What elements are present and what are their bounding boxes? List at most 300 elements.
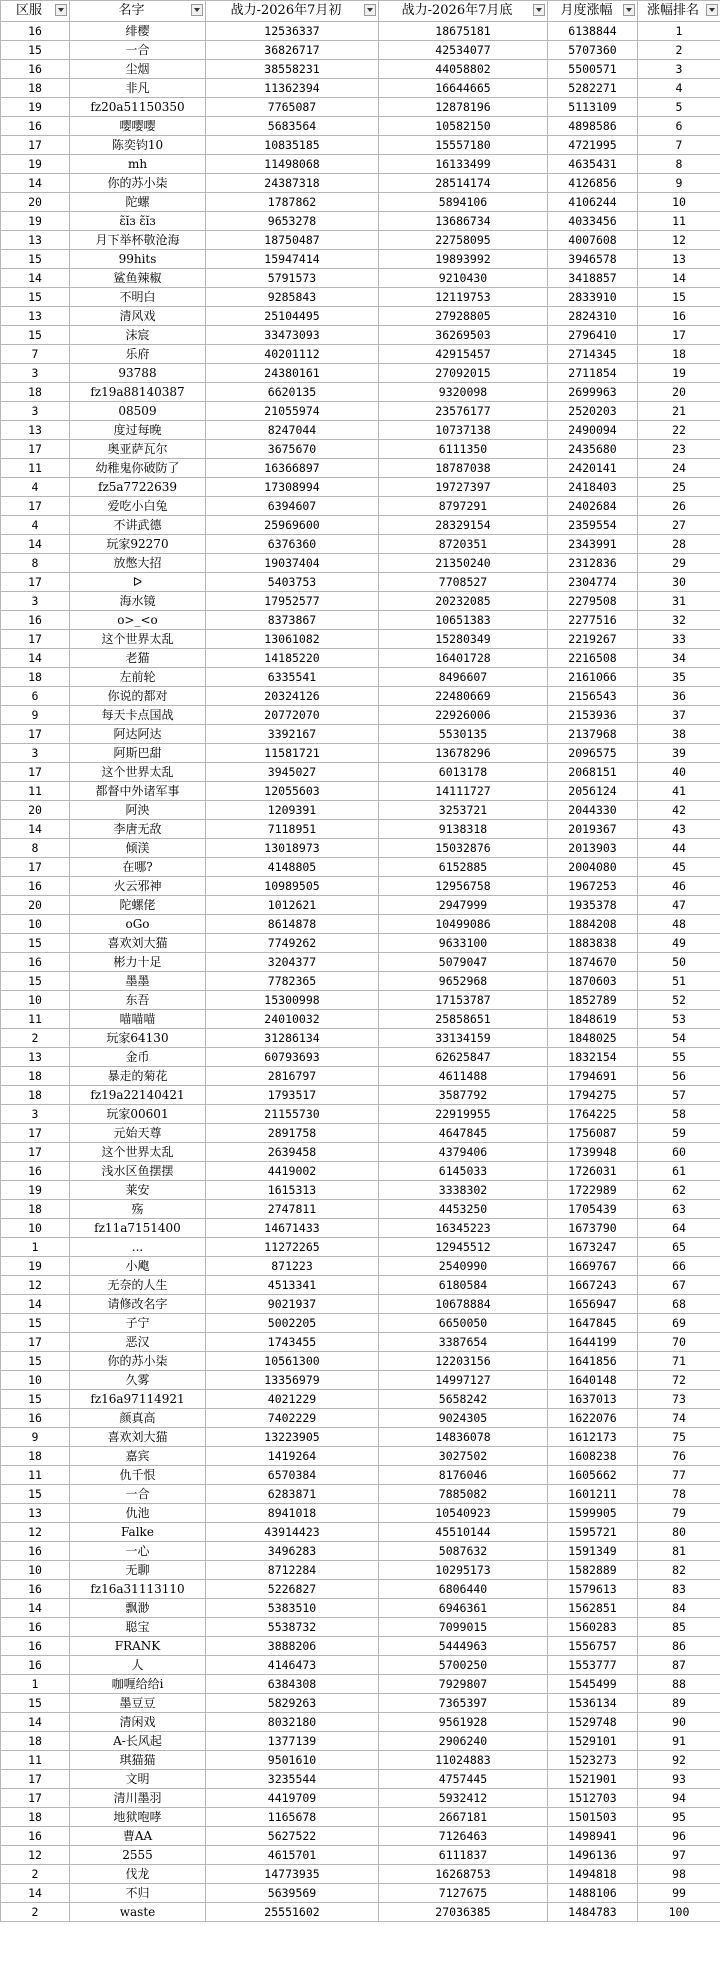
cell-server[interactable]: 3 bbox=[1, 364, 70, 383]
cell-power-start[interactable]: 7118951 bbox=[206, 820, 379, 839]
cell-monthly-gain[interactable]: 1595721 bbox=[548, 1523, 638, 1542]
cell-name[interactable]: 金币 bbox=[70, 1048, 206, 1067]
cell-monthly-gain[interactable]: 2219267 bbox=[548, 630, 638, 649]
cell-power-start[interactable]: 6335541 bbox=[206, 668, 379, 687]
cell-gain-rank[interactable]: 1 bbox=[638, 22, 720, 41]
cell-name[interactable]: 飘渺 bbox=[70, 1599, 206, 1618]
cell-monthly-gain[interactable]: 2013903 bbox=[548, 839, 638, 858]
cell-server[interactable]: 19 bbox=[1, 98, 70, 117]
cell-monthly-gain[interactable]: 1582889 bbox=[548, 1561, 638, 1580]
cell-name[interactable]: 一心 bbox=[70, 1542, 206, 1561]
cell-power-end[interactable]: 4379406 bbox=[379, 1143, 548, 1162]
cell-monthly-gain[interactable]: 2711854 bbox=[548, 364, 638, 383]
cell-power-end[interactable]: 17153787 bbox=[379, 991, 548, 1010]
cell-power-start[interactable]: 21055974 bbox=[206, 402, 379, 421]
cell-power-end[interactable]: 6806440 bbox=[379, 1580, 548, 1599]
cell-power-start[interactable]: 1377139 bbox=[206, 1732, 379, 1751]
cell-gain-rank[interactable]: 2 bbox=[638, 41, 720, 60]
cell-monthly-gain[interactable]: 2068151 bbox=[548, 763, 638, 782]
cell-gain-rank[interactable]: 90 bbox=[638, 1713, 720, 1732]
cell-server[interactable]: 14 bbox=[1, 174, 70, 193]
cell-power-start[interactable]: 6394607 bbox=[206, 497, 379, 516]
cell-gain-rank[interactable]: 38 bbox=[638, 725, 720, 744]
cell-power-end[interactable]: 16268753 bbox=[379, 1865, 548, 1884]
cell-name[interactable]: 陀螺 bbox=[70, 193, 206, 212]
cell-name[interactable]: 咖喱给给i bbox=[70, 1675, 206, 1694]
cell-monthly-gain[interactable]: 2420141 bbox=[548, 459, 638, 478]
cell-power-end[interactable]: 12203156 bbox=[379, 1352, 548, 1371]
cell-server[interactable]: 3 bbox=[1, 744, 70, 763]
cell-gain-rank[interactable]: 11 bbox=[638, 212, 720, 231]
cell-name[interactable]: 这个世界太乱 bbox=[70, 763, 206, 782]
cell-name[interactable]: 在哪? bbox=[70, 858, 206, 877]
cell-server[interactable]: 10 bbox=[1, 1219, 70, 1238]
cell-monthly-gain[interactable]: 1496136 bbox=[548, 1846, 638, 1865]
cell-gain-rank[interactable]: 59 bbox=[638, 1124, 720, 1143]
cell-monthly-gain[interactable]: 1870603 bbox=[548, 972, 638, 991]
cell-server[interactable]: 10 bbox=[1, 915, 70, 934]
cell-gain-rank[interactable]: 36 bbox=[638, 687, 720, 706]
cell-monthly-gain[interactable]: 2796410 bbox=[548, 326, 638, 345]
cell-gain-rank[interactable]: 77 bbox=[638, 1466, 720, 1485]
cell-power-start[interactable]: 14671433 bbox=[206, 1219, 379, 1238]
cell-monthly-gain[interactable]: 2435680 bbox=[548, 440, 638, 459]
cell-power-end[interactable]: 22919955 bbox=[379, 1105, 548, 1124]
cell-name[interactable]: 喜欢刘大猫 bbox=[70, 934, 206, 953]
cell-power-start[interactable]: 5683564 bbox=[206, 117, 379, 136]
cell-name[interactable]: 阿达阿达 bbox=[70, 725, 206, 744]
cell-gain-rank[interactable]: 66 bbox=[638, 1257, 720, 1276]
cell-power-end[interactable]: 5658242 bbox=[379, 1390, 548, 1409]
cell-server[interactable]: 15 bbox=[1, 41, 70, 60]
cell-power-start[interactable]: 4148805 bbox=[206, 858, 379, 877]
cell-power-start[interactable]: 8941018 bbox=[206, 1504, 379, 1523]
cell-power-start[interactable]: 11498068 bbox=[206, 155, 379, 174]
cell-monthly-gain[interactable]: 1556757 bbox=[548, 1637, 638, 1656]
cell-server[interactable]: 16 bbox=[1, 1409, 70, 1428]
cell-server[interactable]: 19 bbox=[1, 155, 70, 174]
cell-name[interactable]: oGo bbox=[70, 915, 206, 934]
cell-monthly-gain[interactable]: 1562851 bbox=[548, 1599, 638, 1618]
cell-gain-rank[interactable]: 88 bbox=[638, 1675, 720, 1694]
cell-power-start[interactable]: 7765087 bbox=[206, 98, 379, 117]
cell-monthly-gain[interactable]: 2520203 bbox=[548, 402, 638, 421]
cell-power-end[interactable]: 12119753 bbox=[379, 288, 548, 307]
cell-monthly-gain[interactable]: 2304774 bbox=[548, 573, 638, 592]
cell-name[interactable]: 都督中外诸军事 bbox=[70, 782, 206, 801]
cell-name[interactable]: 每天卡点国战 bbox=[70, 706, 206, 725]
column-header-monthly-gain[interactable] bbox=[548, 1, 638, 22]
cell-server[interactable]: 14 bbox=[1, 1884, 70, 1903]
cell-server[interactable]: 19 bbox=[1, 212, 70, 231]
cell-power-start[interactable]: 24380161 bbox=[206, 364, 379, 383]
cell-server[interactable]: 11 bbox=[1, 459, 70, 478]
cell-name[interactable]: FRANK bbox=[70, 1637, 206, 1656]
cell-name[interactable]: 老猫 bbox=[70, 649, 206, 668]
cell-name[interactable]: 莱安 bbox=[70, 1181, 206, 1200]
cell-monthly-gain[interactable]: 1967253 bbox=[548, 877, 638, 896]
cell-name[interactable]: 清闲戏 bbox=[70, 1713, 206, 1732]
cell-server[interactable]: 17 bbox=[1, 1770, 70, 1789]
cell-power-end[interactable]: 5530135 bbox=[379, 725, 548, 744]
cell-power-start[interactable]: 14185220 bbox=[206, 649, 379, 668]
cell-server[interactable]: 15 bbox=[1, 1390, 70, 1409]
column-header-gain-rank[interactable] bbox=[638, 1, 720, 22]
cell-name[interactable]: 玩家92270 bbox=[70, 535, 206, 554]
cell-monthly-gain[interactable]: 2833910 bbox=[548, 288, 638, 307]
cell-name[interactable]: 玩家00601 bbox=[70, 1105, 206, 1124]
cell-monthly-gain[interactable]: 1673790 bbox=[548, 1219, 638, 1238]
cell-server[interactable]: 16 bbox=[1, 611, 70, 630]
cell-gain-rank[interactable]: 14 bbox=[638, 269, 720, 288]
cell-server[interactable]: 16 bbox=[1, 1162, 70, 1181]
cell-server[interactable]: 11 bbox=[1, 1466, 70, 1485]
cell-name[interactable]: 月下举杯敬沧海 bbox=[70, 231, 206, 250]
filter-dropdown-icon[interactable] bbox=[623, 4, 635, 16]
cell-server[interactable]: 17 bbox=[1, 630, 70, 649]
cell-power-start[interactable]: 4419002 bbox=[206, 1162, 379, 1181]
cell-power-start[interactable]: 15300998 bbox=[206, 991, 379, 1010]
cell-power-end[interactable]: 9561928 bbox=[379, 1713, 548, 1732]
cell-power-end[interactable]: 9210430 bbox=[379, 269, 548, 288]
cell-power-start[interactable]: 1615313 bbox=[206, 1181, 379, 1200]
cell-power-start[interactable]: 1209391 bbox=[206, 801, 379, 820]
cell-gain-rank[interactable]: 65 bbox=[638, 1238, 720, 1257]
cell-server[interactable]: 18 bbox=[1, 1067, 70, 1086]
cell-power-start[interactable]: 1012621 bbox=[206, 896, 379, 915]
cell-power-start[interactable]: 3945027 bbox=[206, 763, 379, 782]
cell-power-start[interactable]: 8032180 bbox=[206, 1713, 379, 1732]
cell-power-start[interactable]: 24010032 bbox=[206, 1010, 379, 1029]
cell-gain-rank[interactable]: 8 bbox=[638, 155, 720, 174]
cell-name[interactable]: 嘤嘤嘤 bbox=[70, 117, 206, 136]
cell-power-end[interactable]: 3338302 bbox=[379, 1181, 548, 1200]
cell-monthly-gain[interactable]: 2402684 bbox=[548, 497, 638, 516]
cell-power-end[interactable]: 2540990 bbox=[379, 1257, 548, 1276]
cell-server[interactable]: 10 bbox=[1, 1561, 70, 1580]
cell-power-start[interactable]: 871223 bbox=[206, 1257, 379, 1276]
cell-monthly-gain[interactable]: 4721995 bbox=[548, 136, 638, 155]
cell-power-end[interactable]: 9633100 bbox=[379, 934, 548, 953]
cell-power-end[interactable]: 10295173 bbox=[379, 1561, 548, 1580]
cell-power-start[interactable]: 5639569 bbox=[206, 1884, 379, 1903]
cell-power-end[interactable]: 21350240 bbox=[379, 554, 548, 573]
cell-power-start[interactable]: 5627522 bbox=[206, 1827, 379, 1846]
cell-name[interactable]: ... bbox=[70, 1238, 206, 1257]
cell-name[interactable]: o>_<o bbox=[70, 611, 206, 630]
cell-power-end[interactable]: 16401728 bbox=[379, 649, 548, 668]
cell-name[interactable]: 墨豆豆 bbox=[70, 1694, 206, 1713]
cell-gain-rank[interactable]: 54 bbox=[638, 1029, 720, 1048]
cell-power-end[interactable]: 8176046 bbox=[379, 1466, 548, 1485]
cell-power-start[interactable]: 3888206 bbox=[206, 1637, 379, 1656]
cell-server[interactable]: 15 bbox=[1, 288, 70, 307]
cell-monthly-gain[interactable]: 2277516 bbox=[548, 611, 638, 630]
cell-name[interactable]: 非凡 bbox=[70, 79, 206, 98]
cell-power-start[interactable]: 11581721 bbox=[206, 744, 379, 763]
cell-monthly-gain[interactable]: 1640148 bbox=[548, 1371, 638, 1390]
cell-power-start[interactable]: 3392167 bbox=[206, 725, 379, 744]
cell-power-end[interactable]: 6013178 bbox=[379, 763, 548, 782]
cell-gain-rank[interactable]: 78 bbox=[638, 1485, 720, 1504]
cell-server[interactable]: 3 bbox=[1, 402, 70, 421]
cell-name[interactable]: 李唐无敌 bbox=[70, 820, 206, 839]
cell-power-start[interactable]: 4615701 bbox=[206, 1846, 379, 1865]
cell-monthly-gain[interactable]: 2312836 bbox=[548, 554, 638, 573]
cell-name[interactable]: 陀螺佬 bbox=[70, 896, 206, 915]
cell-monthly-gain[interactable]: 1848619 bbox=[548, 1010, 638, 1029]
cell-power-end[interactable]: 8720351 bbox=[379, 535, 548, 554]
cell-gain-rank[interactable]: 57 bbox=[638, 1086, 720, 1105]
cell-power-end[interactable]: 45510144 bbox=[379, 1523, 548, 1542]
cell-server[interactable]: 16 bbox=[1, 1827, 70, 1846]
cell-power-end[interactable]: 10678884 bbox=[379, 1295, 548, 1314]
cell-monthly-gain[interactable]: 1705439 bbox=[548, 1200, 638, 1219]
cell-name[interactable]: 仇池 bbox=[70, 1504, 206, 1523]
cell-server[interactable]: 8 bbox=[1, 839, 70, 858]
cell-power-end[interactable]: 5700250 bbox=[379, 1656, 548, 1675]
cell-power-end[interactable]: 15032876 bbox=[379, 839, 548, 858]
cell-name[interactable]: Falke bbox=[70, 1523, 206, 1542]
cell-monthly-gain[interactable]: 1644199 bbox=[548, 1333, 638, 1352]
cell-gain-rank[interactable]: 33 bbox=[638, 630, 720, 649]
cell-monthly-gain[interactable]: 4033456 bbox=[548, 212, 638, 231]
cell-monthly-gain[interactable]: 1739948 bbox=[548, 1143, 638, 1162]
cell-monthly-gain[interactable]: 1599905 bbox=[548, 1504, 638, 1523]
cell-name[interactable]: 阿泱 bbox=[70, 801, 206, 820]
cell-gain-rank[interactable]: 40 bbox=[638, 763, 720, 782]
cell-power-end[interactable]: 6111350 bbox=[379, 440, 548, 459]
cell-monthly-gain[interactable]: 1673247 bbox=[548, 1238, 638, 1257]
cell-power-end[interactable]: 18787038 bbox=[379, 459, 548, 478]
cell-power-end[interactable]: 6180584 bbox=[379, 1276, 548, 1295]
cell-name[interactable]: fz16a97114921 bbox=[70, 1390, 206, 1409]
cell-monthly-gain[interactable]: 1852789 bbox=[548, 991, 638, 1010]
cell-gain-rank[interactable]: 55 bbox=[638, 1048, 720, 1067]
cell-name[interactable]: 仇千恨 bbox=[70, 1466, 206, 1485]
cell-power-end[interactable]: 5079047 bbox=[379, 953, 548, 972]
cell-name[interactable]: ɛ̃ĭɜ ɛ̃ĭɜ bbox=[70, 212, 206, 231]
cell-power-start[interactable]: 5002205 bbox=[206, 1314, 379, 1333]
cell-power-start[interactable]: 17952577 bbox=[206, 592, 379, 611]
cell-gain-rank[interactable]: 30 bbox=[638, 573, 720, 592]
cell-server[interactable]: 17 bbox=[1, 440, 70, 459]
cell-monthly-gain[interactable]: 1794691 bbox=[548, 1067, 638, 1086]
cell-monthly-gain[interactable]: 2359554 bbox=[548, 516, 638, 535]
cell-power-end[interactable]: 16644665 bbox=[379, 79, 548, 98]
cell-server[interactable]: 13 bbox=[1, 307, 70, 326]
cell-power-start[interactable]: 4021229 bbox=[206, 1390, 379, 1409]
cell-power-end[interactable]: 11024883 bbox=[379, 1751, 548, 1770]
cell-power-end[interactable]: 2906240 bbox=[379, 1732, 548, 1751]
cell-monthly-gain[interactable]: 1669767 bbox=[548, 1257, 638, 1276]
cell-power-start[interactable]: 2639458 bbox=[206, 1143, 379, 1162]
cell-name[interactable]: 琪猫猫 bbox=[70, 1751, 206, 1770]
cell-server[interactable]: 14 bbox=[1, 269, 70, 288]
cell-monthly-gain[interactable]: 2019367 bbox=[548, 820, 638, 839]
cell-name[interactable]: 左前轮 bbox=[70, 668, 206, 687]
cell-power-end[interactable]: 12945512 bbox=[379, 1238, 548, 1257]
cell-power-end[interactable]: 5932412 bbox=[379, 1789, 548, 1808]
cell-power-start[interactable]: 12055603 bbox=[206, 782, 379, 801]
cell-monthly-gain[interactable]: 1545499 bbox=[548, 1675, 638, 1694]
cell-gain-rank[interactable]: 97 bbox=[638, 1846, 720, 1865]
cell-name[interactable]: fz19a22140421 bbox=[70, 1086, 206, 1105]
cell-power-start[interactable]: 3675670 bbox=[206, 440, 379, 459]
cell-server[interactable]: 17 bbox=[1, 725, 70, 744]
cell-gain-rank[interactable]: 19 bbox=[638, 364, 720, 383]
cell-gain-rank[interactable]: 79 bbox=[638, 1504, 720, 1523]
cell-monthly-gain[interactable]: 1488106 bbox=[548, 1884, 638, 1903]
cell-gain-rank[interactable]: 10 bbox=[638, 193, 720, 212]
cell-name[interactable]: ᐅ bbox=[70, 573, 206, 592]
cell-gain-rank[interactable]: 20 bbox=[638, 383, 720, 402]
cell-gain-rank[interactable]: 7 bbox=[638, 136, 720, 155]
cell-power-start[interactable]: 8614878 bbox=[206, 915, 379, 934]
cell-gain-rank[interactable]: 48 bbox=[638, 915, 720, 934]
cell-power-start[interactable]: 36826717 bbox=[206, 41, 379, 60]
cell-gain-rank[interactable]: 44 bbox=[638, 839, 720, 858]
cell-power-start[interactable]: 2816797 bbox=[206, 1067, 379, 1086]
cell-server[interactable]: 15 bbox=[1, 1694, 70, 1713]
cell-monthly-gain[interactable]: 2161066 bbox=[548, 668, 638, 687]
cell-power-end[interactable]: 3387654 bbox=[379, 1333, 548, 1352]
cell-server[interactable]: 16 bbox=[1, 1656, 70, 1675]
cell-gain-rank[interactable]: 6 bbox=[638, 117, 720, 136]
cell-name[interactable]: 墨墨 bbox=[70, 972, 206, 991]
cell-gain-rank[interactable]: 86 bbox=[638, 1637, 720, 1656]
cell-power-end[interactable]: 7126463 bbox=[379, 1827, 548, 1846]
cell-power-end[interactable]: 9138318 bbox=[379, 820, 548, 839]
cell-name[interactable]: 暴走的菊花 bbox=[70, 1067, 206, 1086]
cell-monthly-gain[interactable]: 1536134 bbox=[548, 1694, 638, 1713]
cell-power-start[interactable]: 8247044 bbox=[206, 421, 379, 440]
cell-gain-rank[interactable]: 99 bbox=[638, 1884, 720, 1903]
cell-power-end[interactable]: 6946361 bbox=[379, 1599, 548, 1618]
cell-power-start[interactable]: 8712284 bbox=[206, 1561, 379, 1580]
cell-name[interactable]: 颜真高 bbox=[70, 1409, 206, 1428]
cell-gain-rank[interactable]: 100 bbox=[638, 1903, 720, 1922]
cell-power-start[interactable]: 40201112 bbox=[206, 345, 379, 364]
cell-gain-rank[interactable]: 61 bbox=[638, 1162, 720, 1181]
cell-name[interactable]: 乐府 bbox=[70, 345, 206, 364]
cell-gain-rank[interactable]: 45 bbox=[638, 858, 720, 877]
cell-power-end[interactable]: 2667181 bbox=[379, 1808, 548, 1827]
cell-power-start[interactable]: 9021937 bbox=[206, 1295, 379, 1314]
cell-power-end[interactable]: 20232085 bbox=[379, 592, 548, 611]
cell-server[interactable]: 11 bbox=[1, 782, 70, 801]
cell-gain-rank[interactable]: 64 bbox=[638, 1219, 720, 1238]
cell-gain-rank[interactable]: 46 bbox=[638, 877, 720, 896]
cell-gain-rank[interactable]: 50 bbox=[638, 953, 720, 972]
cell-gain-rank[interactable]: 81 bbox=[638, 1542, 720, 1561]
cell-name[interactable]: 你的苏小柒 bbox=[70, 174, 206, 193]
cell-monthly-gain[interactable]: 1726031 bbox=[548, 1162, 638, 1181]
cell-server[interactable]: 7 bbox=[1, 345, 70, 364]
cell-power-start[interactable]: 24387318 bbox=[206, 174, 379, 193]
cell-server[interactable]: 2 bbox=[1, 1865, 70, 1884]
cell-power-start[interactable]: 13356979 bbox=[206, 1371, 379, 1390]
cell-power-start[interactable]: 60793693 bbox=[206, 1048, 379, 1067]
cell-name[interactable]: 伐龙 bbox=[70, 1865, 206, 1884]
cell-gain-rank[interactable]: 47 bbox=[638, 896, 720, 915]
cell-name[interactable]: 尘烟 bbox=[70, 60, 206, 79]
cell-gain-rank[interactable]: 85 bbox=[638, 1618, 720, 1637]
cell-power-end[interactable]: 15280349 bbox=[379, 630, 548, 649]
cell-server[interactable]: 16 bbox=[1, 1618, 70, 1637]
cell-name[interactable]: 一合 bbox=[70, 41, 206, 60]
cell-server[interactable]: 15 bbox=[1, 934, 70, 953]
cell-server[interactable]: 16 bbox=[1, 117, 70, 136]
cell-power-end[interactable]: 4647845 bbox=[379, 1124, 548, 1143]
cell-power-end[interactable]: 22480669 bbox=[379, 687, 548, 706]
cell-gain-rank[interactable]: 37 bbox=[638, 706, 720, 725]
cell-name[interactable]: 这个世界太乱 bbox=[70, 1143, 206, 1162]
cell-server[interactable]: 18 bbox=[1, 1447, 70, 1466]
cell-server[interactable]: 20 bbox=[1, 801, 70, 820]
cell-power-start[interactable]: 13223905 bbox=[206, 1428, 379, 1447]
cell-power-start[interactable]: 11362394 bbox=[206, 79, 379, 98]
column-header-power-end[interactable] bbox=[379, 1, 548, 22]
cell-monthly-gain[interactable]: 2044330 bbox=[548, 801, 638, 820]
cell-power-end[interactable]: 2947999 bbox=[379, 896, 548, 915]
cell-name[interactable]: 无聊 bbox=[70, 1561, 206, 1580]
cell-server[interactable]: 14 bbox=[1, 1295, 70, 1314]
cell-server[interactable]: 10 bbox=[1, 1371, 70, 1390]
cell-name[interactable]: 93788 bbox=[70, 364, 206, 383]
cell-monthly-gain[interactable]: 1637013 bbox=[548, 1390, 638, 1409]
cell-monthly-gain[interactable]: 1484783 bbox=[548, 1903, 638, 1922]
cell-power-end[interactable]: 22758095 bbox=[379, 231, 548, 250]
cell-power-end[interactable]: 27092015 bbox=[379, 364, 548, 383]
cell-gain-rank[interactable]: 34 bbox=[638, 649, 720, 668]
cell-power-end[interactable]: 7099015 bbox=[379, 1618, 548, 1637]
cell-gain-rank[interactable]: 28 bbox=[638, 535, 720, 554]
cell-server[interactable]: 16 bbox=[1, 22, 70, 41]
cell-server[interactable]: 11 bbox=[1, 1751, 70, 1770]
cell-name[interactable]: 聪宝 bbox=[70, 1618, 206, 1637]
cell-name[interactable]: 放憋大招 bbox=[70, 554, 206, 573]
cell-monthly-gain[interactable]: 2279508 bbox=[548, 592, 638, 611]
cell-name[interactable]: 不归 bbox=[70, 1884, 206, 1903]
cell-power-start[interactable]: 13061082 bbox=[206, 630, 379, 649]
cell-power-start[interactable]: 20324126 bbox=[206, 687, 379, 706]
cell-monthly-gain[interactable]: 4635431 bbox=[548, 155, 638, 174]
cell-power-start[interactable]: 4146473 bbox=[206, 1656, 379, 1675]
cell-name[interactable]: 彬力十足 bbox=[70, 953, 206, 972]
cell-monthly-gain[interactable]: 1935378 bbox=[548, 896, 638, 915]
cell-server[interactable]: 18 bbox=[1, 1086, 70, 1105]
cell-monthly-gain[interactable]: 3946578 bbox=[548, 250, 638, 269]
cell-server[interactable]: 18 bbox=[1, 668, 70, 687]
cell-gain-rank[interactable]: 89 bbox=[638, 1694, 720, 1713]
cell-power-start[interactable]: 2891758 bbox=[206, 1124, 379, 1143]
cell-name[interactable]: mh bbox=[70, 155, 206, 174]
cell-server[interactable]: 2 bbox=[1, 1903, 70, 1922]
cell-power-start[interactable]: 5538732 bbox=[206, 1618, 379, 1637]
cell-name[interactable]: 阿斯巴甜 bbox=[70, 744, 206, 763]
cell-gain-rank[interactable]: 16 bbox=[638, 307, 720, 326]
cell-server[interactable]: 20 bbox=[1, 193, 70, 212]
cell-power-end[interactable]: 10499086 bbox=[379, 915, 548, 934]
cell-gain-rank[interactable]: 4 bbox=[638, 79, 720, 98]
cell-power-end[interactable]: 5444963 bbox=[379, 1637, 548, 1656]
cell-power-start[interactable]: 5791573 bbox=[206, 269, 379, 288]
cell-gain-rank[interactable]: 63 bbox=[638, 1200, 720, 1219]
filter-dropdown-icon[interactable] bbox=[533, 4, 545, 16]
cell-power-start[interactable]: 25969600 bbox=[206, 516, 379, 535]
cell-power-end[interactable]: 22926006 bbox=[379, 706, 548, 725]
